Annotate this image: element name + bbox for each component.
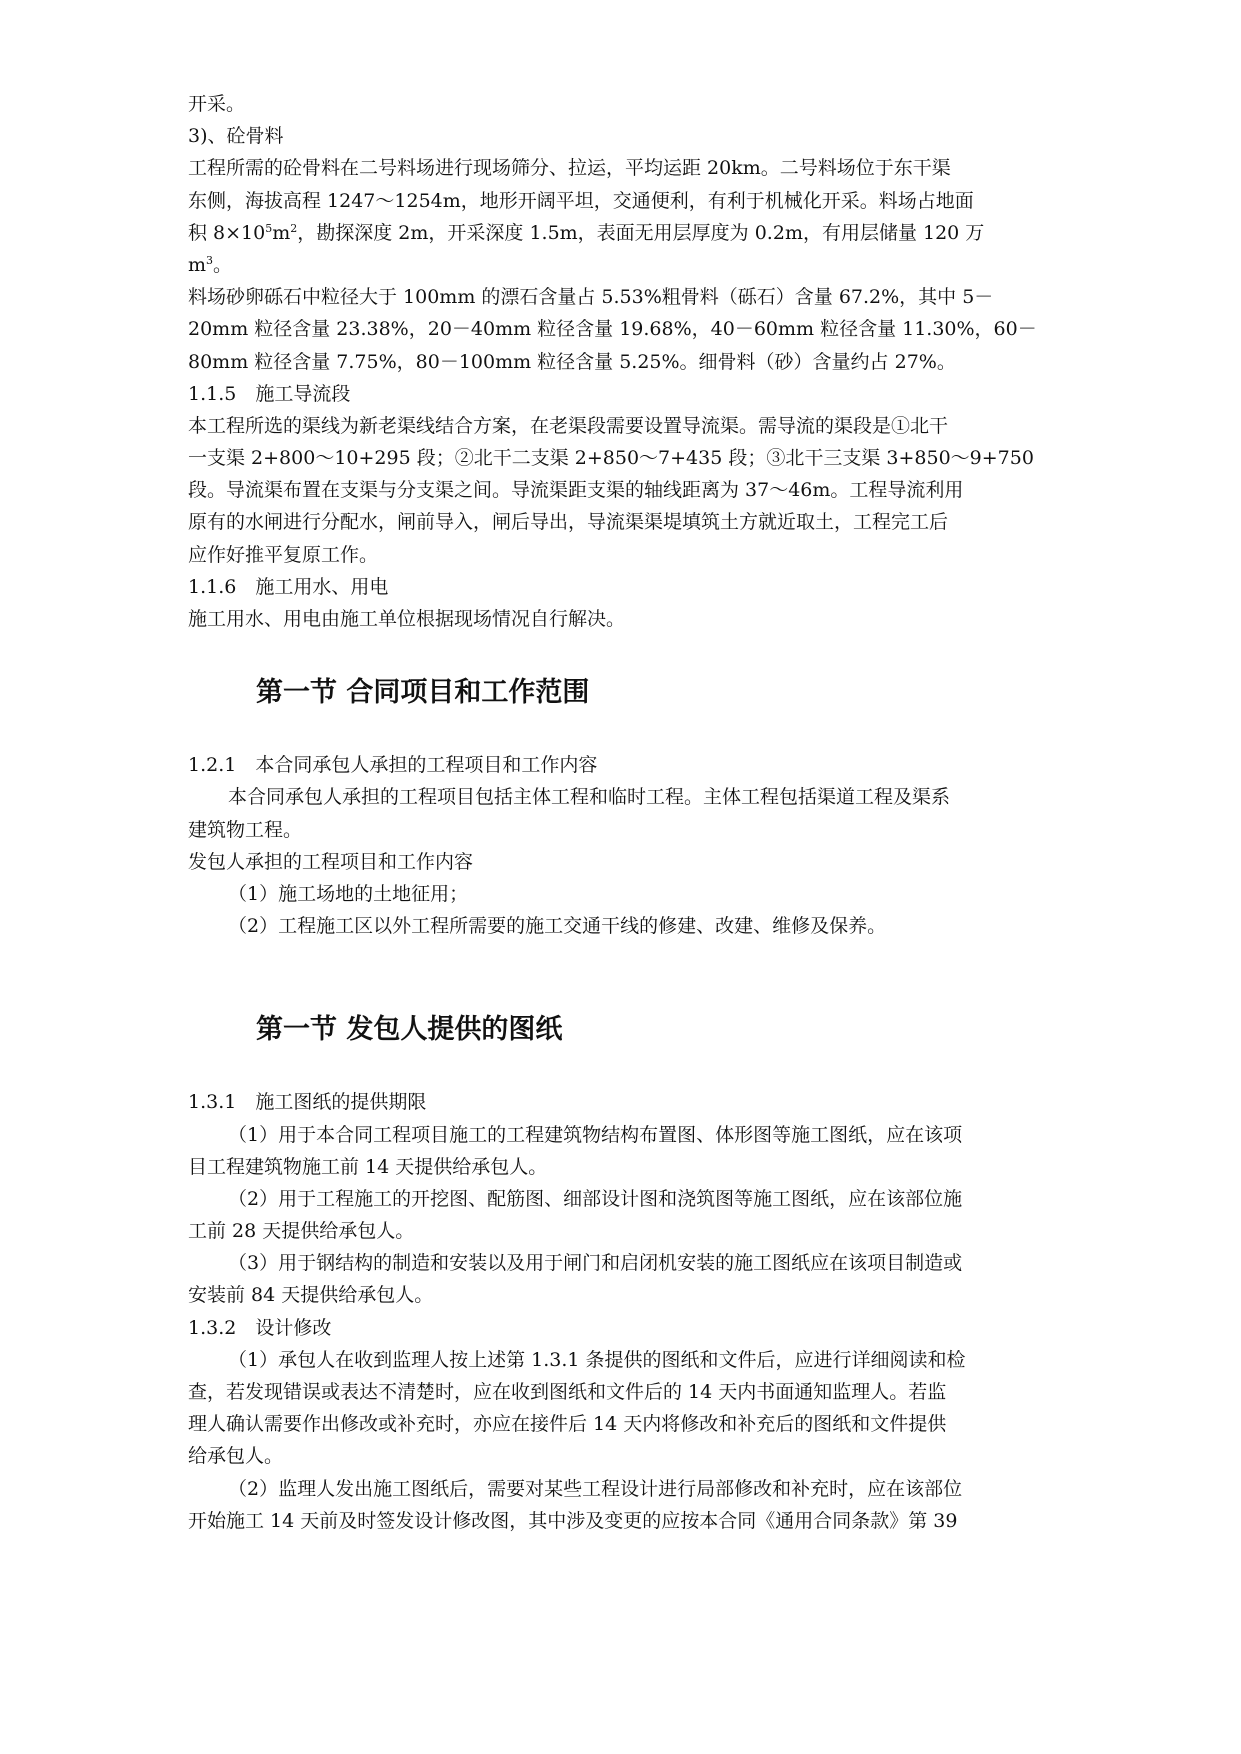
text-fragment: m: [188, 253, 207, 276]
text-line: 开采。: [188, 93, 246, 115]
text-line: 段。导流渠布置在支渠与分支渠之间。导流渠距支渠的轴线距离为 37～46m。工程导流利用: [188, 479, 964, 502]
text-line: 本合同承包人承担的工程项目包括主体工程和临时工程。主体工程包括渠道工程及渠系: [228, 786, 951, 809]
subsection-heading: 1.1.5 施工导流段: [188, 382, 351, 405]
subsection-heading: 1.1.6 施工用水、用电: [188, 575, 389, 598]
section-title: 第一节 合同项目和工作范围: [256, 677, 590, 709]
subsection-heading: 1.3.1 施工图纸的提供期限: [188, 1091, 427, 1114]
text-line: [188, 249, 1068, 281]
superscript: 2: [290, 221, 298, 235]
text-line: 原有的水闸进行分配水，闸前导入，闸后导出，导流渠渠堤填筑土方就近取土，工程完工后: [188, 511, 949, 534]
list-item: （1）施工场地的土地征用；: [228, 882, 469, 905]
text-line: （2）监理人发出施工图纸后，需要对某些工程设计进行局部修改和补充时，应在该部位: [228, 1477, 963, 1500]
text-line: 20mm 粒径含量 23.38%，20－40mm 粒径含量 19.68%，40－60mm 粒径含量 11.30%，60－: [188, 318, 1037, 341]
text-fragment: 。: [213, 253, 233, 276]
text-line: 一支渠 2+800～10+295 段；②北干二支渠 2+850～7+435 段；③北干三支渠 3+850～9+750: [188, 447, 1034, 470]
section-title: 第一节 发包人提供的图纸: [256, 1014, 563, 1046]
subsection-heading: 3)、砼骨料: [188, 125, 284, 148]
text-line: 工前 28 天提供给承包人。: [188, 1220, 415, 1243]
text-line: 安装前 84 天提供给承包人。: [188, 1284, 434, 1307]
text-line: 发包人承担的工程项目和工作内容: [188, 850, 474, 873]
superscript: 3: [206, 253, 214, 267]
text-line: 理人确认需要作出修改或补充时，亦应在接件后 14 天内将修改和补充后的图纸和文件提供: [188, 1413, 947, 1436]
document-page: [188, 88, 1068, 1537]
text-line: 料场砂卵砾石中粒径大于 100mm 的漂石含量占 5.53%粗骨料（砾石）含量 67.2%，其中 5－: [188, 286, 994, 309]
text-line: 查，若发现错误或表达不清楚时，应在收到图纸和文件后的 14 天内书面通知监理人。若监: [188, 1381, 947, 1403]
subsection-heading: 1.3.2 设计修改: [188, 1316, 332, 1339]
text-line: （3）用于钢结构的制造和安装以及用于闸门和启闭机安装的施工图纸应在该项目制造或: [228, 1252, 963, 1275]
text-line: 目工程建筑物施工前 14 天提供给承包人。: [188, 1155, 548, 1178]
text-line: 80mm 粒径含量 7.75%，80－100mm 粒径含量 5.25%。细骨料（砂）含量约占 27%。: [188, 350, 956, 373]
text-line: 给承包人。: [188, 1445, 284, 1468]
text-line: （1）用于本合同工程项目施工的工程建筑物结构布置图、体形图等施工图纸，应在该项: [228, 1123, 963, 1146]
text-line: （1）承包人在收到监理人按上述第 1.3.1 条提供的图纸和文件后，应进行详细阅读和检: [228, 1348, 966, 1371]
text-fragment: m: [272, 221, 291, 244]
text-fragment: 积 8×10: [188, 221, 266, 244]
text-line: 工程所需的砼骨料在二号料场进行现场筛分、拉运，平均运距 20km。二号料场位于东干渠: [188, 157, 951, 180]
text-fragment: ，勘探深度 2m，开采深度 1.5m，表面无用层厚度为 0.2m，有用层储量 120 万: [297, 221, 985, 244]
text-line: 东侧，海拔高程 1247～1254m，地形开阔平坦，交通便利，有利于机械化开采。料场占地面: [188, 189, 974, 212]
text-line: （2）用于工程施工的开挖图、配筋图、细部设计图和浇筑图等施工图纸，应在该部位施: [228, 1187, 963, 1210]
text-line: 应作好推平复原工作。: [188, 543, 379, 566]
list-item: （2）工程施工区以外工程所需要的施工交通干线的修建、改建、维修及保养。: [228, 915, 887, 938]
superscript: 5: [265, 221, 273, 235]
text-line: 施工用水、用电由施工单位根据现场情况自行解决。: [188, 608, 626, 630]
subsection-heading: 1.2.1 本合同承包人承担的工程项目和工作内容: [188, 754, 598, 777]
text-line: 本工程所选的渠线为新老渠线结合方案，在老渠段需要设置导流渠。需导流的渠段是①北干: [188, 414, 949, 437]
text-line: 开始施工 14 天前及时签发设计修改图，其中涉及变更的应按本合同《通用合同条款》第 39: [188, 1509, 958, 1532]
text-line: [188, 217, 1068, 249]
text-line: 建筑物工程。: [188, 818, 303, 841]
